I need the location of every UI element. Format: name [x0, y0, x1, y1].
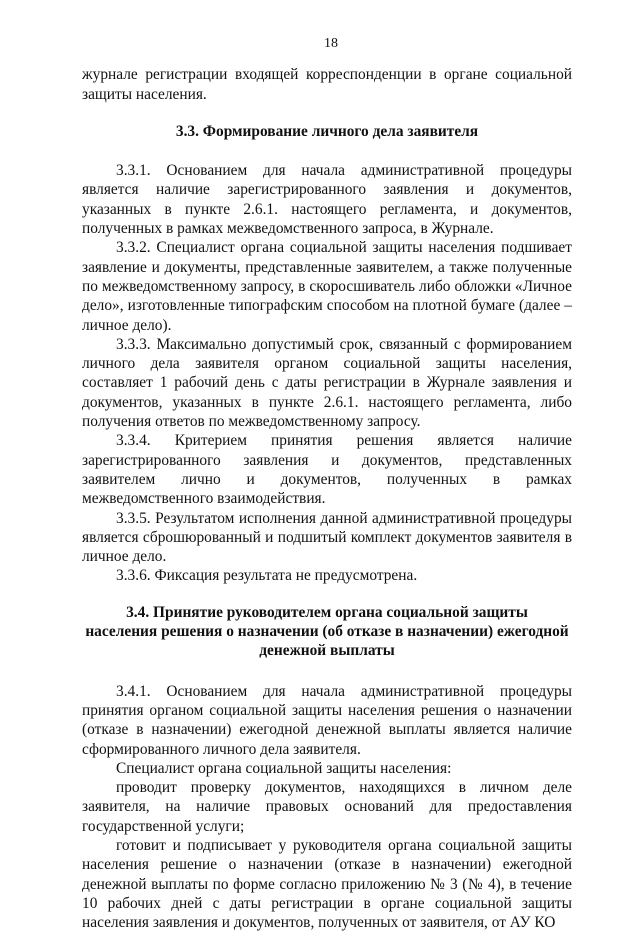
paragraph-checks-documents: проводит проверку документов, находящихся в личном деле заявителя, на наличие правовых оснований для предоставления государственной услуги; [82, 779, 572, 835]
paragraph-3-3-1: 3.3.1. Основанием для начала административной процедуры является наличие зарегистрированного заявления и документов, указанных в пункте 2.6.1. настоящего регламента, и документов, полученных в рамках межведомственного запроса, в Журнале. [82, 162, 572, 238]
paragraph-3-3-2: 3.3.2. Специалист органа социальной защиты населения подшивает заявление и документы, представленные заявителем, а также полученные по межведомственному запросу, в скоросшиватель либо обложки «Личное дело», изготовленные типографским способом на плотной бумаге (далее – личное дело). [82, 239, 572, 334]
page-number: 18 [324, 36, 338, 51]
intro-paragraph: журнале регистрации входящей корреспонденции в органе социальной защиты населения. [82, 66, 572, 103]
paragraph-3-3-4: 3.3.4. Критерием принятия решения является наличие зарегистрированного заявления и документов, представленных заявителем лично и документов, полученных в рамках межведомственного взаимодействия. [82, 432, 572, 508]
paragraph-3-4-1: 3.4.1. Основанием для начала административной процедуры принятия органом социальной защиты населения решения о назначении (отказе в назначении) ежегодной денежной выплаты является наличие сформированного личного дела заявителя. [82, 682, 572, 758]
section-3-4-heading-line-2: населения решения о назначении (об отказе в назначении) ежегодной [85, 623, 569, 641]
paragraph-3-3-5: 3.3.5. Результатом исполнения данной административной процедуры является сброшюрованный и подшитый комплект документов заявителя в личное дело. [82, 509, 572, 566]
section-3-4-heading [82, 603, 572, 661]
document-page [82, 34, 572, 932]
section-3-4-heading-line-3: денежной выплаты [259, 642, 395, 660]
section-3-4-heading-line-1: 3.4. Принятие руководителем органа социальной защиты [126, 603, 528, 621]
paragraph-3-3-6: 3.3.6. Фиксация результата не предусмотрена. [116, 567, 418, 585]
paragraph-prepares-decision: готовит и подписывает у руководителя органа социальной защиты населения решение о назначении (отказе в назначении) ежегодной денежной выплаты по форме согласно приложению № 3 (№ 4), в течение 10 рабочих дней с даты регистрации в органе социальной защиты населения заявления и документов, полученных от заявителя, от АУ КО [82, 836, 572, 932]
paragraph-3-3-3: 3.3.3. Максимально допустимый срок, связанный с формированием личного дела заявителя органом социальной защиты населения, составляет 1 рабочий день с даты регистрации в Журнале заявления и документов, указанных в пункте 2.6.1. настоящего регламента, либо получения ответов по межведомственному запросу. [82, 335, 572, 431]
section-3-3-heading: 3.3. Формирование личного дела заявителя [175, 122, 479, 140]
paragraph-specialist: Специалист органа социальной защиты населения: [116, 759, 452, 777]
